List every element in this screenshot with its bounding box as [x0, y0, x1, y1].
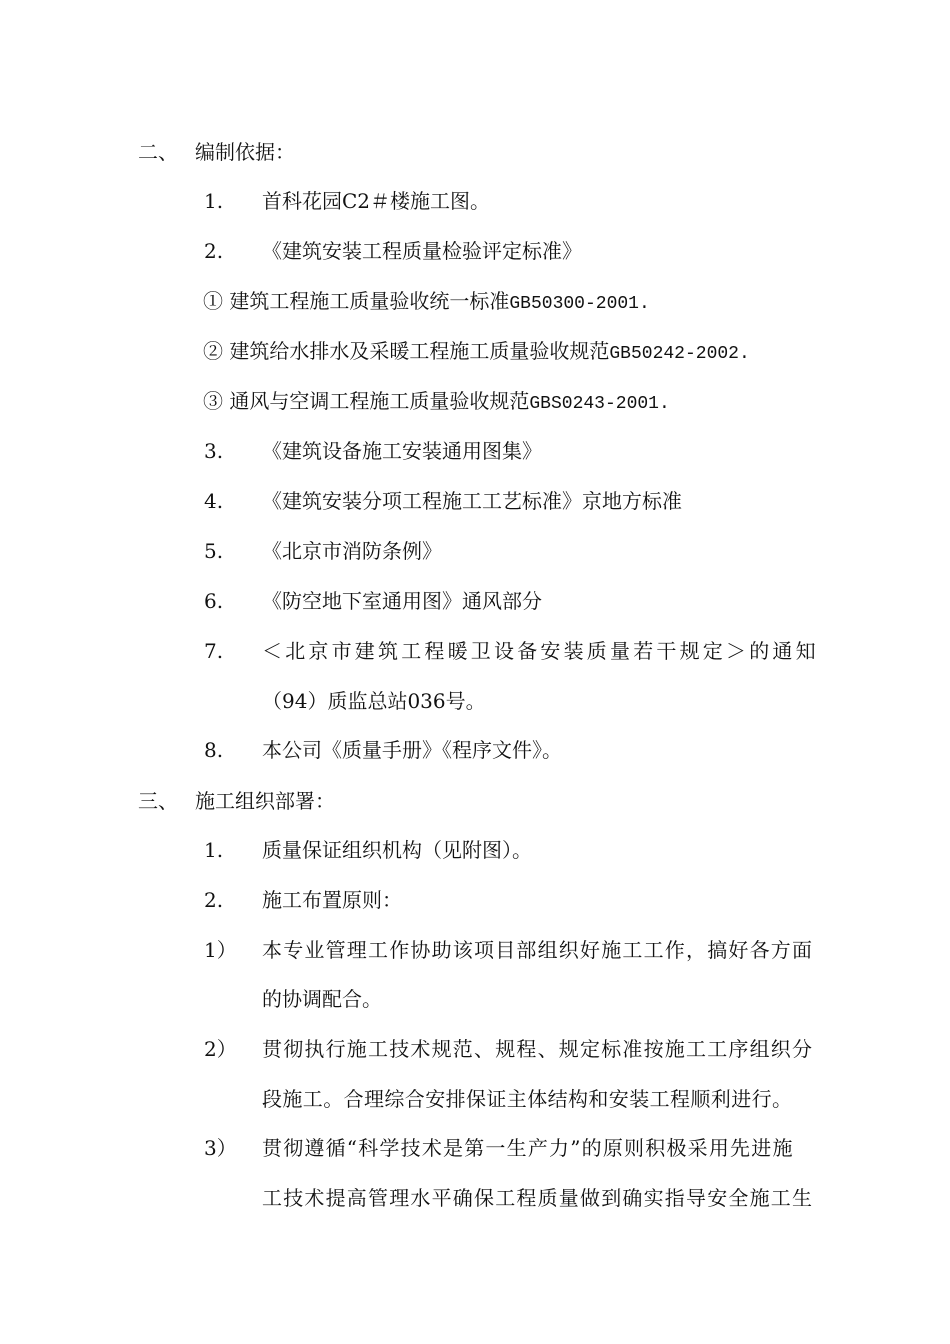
list-item-text: 《防空地下室通用图》通风部分 — [262, 589, 542, 613]
list-item-continuation: 工技术提高管理水平确保工程质量做到确实指导安全施工生 — [262, 1186, 814, 1210]
list-item-continuation: 的协调配合。 — [262, 987, 382, 1011]
list-item-number: 3） — [204, 1136, 237, 1160]
section-3-number: 三、 — [138, 789, 178, 813]
sub-item-text: ① 建筑工程施工质量验收统一标准 — [203, 289, 510, 313]
list-item-continuation: 段施工。合理综合安排保证主体结构和安装工程顺利进行。 — [262, 1087, 793, 1111]
list-item-text: 贯彻执行施工技术规范、规程、规定标准按施工工序组织分 — [262, 1037, 814, 1061]
sub-item-text: ② 建筑给水排水及采暖工程施工质量验收规范 — [203, 339, 610, 363]
list-item-text: 贯彻遵循“科学技术是第一生产力”的原则积极采用先进施 — [262, 1136, 794, 1160]
list-item-number: 5. — [204, 539, 224, 563]
list-item-number: 7. — [204, 639, 224, 663]
list-item-number: 6. — [204, 589, 224, 613]
sub-item-standard-3 — [203, 388, 670, 417]
list-item-text: ＜北京市建筑工程暖卫设备安装质量若干规定＞的通知 — [262, 639, 819, 663]
list-item-number: 1. — [204, 189, 224, 213]
sub-item-standard-2 — [203, 338, 750, 367]
standard-code: GB50242-2002. — [609, 344, 750, 364]
list-item-number: 2） — [204, 1037, 237, 1061]
list-item-text: 质量保证组织机构（见附图）。 — [262, 838, 532, 862]
list-item-number: 2. — [204, 888, 224, 912]
list-item-number: 8. — [204, 738, 224, 762]
list-item-number: 1） — [204, 938, 237, 962]
list-item-text: 首科花园C2＃楼施工图。 — [262, 189, 491, 213]
standard-code: GBS0243-2001. — [529, 394, 670, 414]
sub-item-text: ③ 通风与空调工程施工质量验收规范 — [203, 389, 530, 413]
section-2-number: 二、 — [138, 140, 178, 164]
list-item-text: 《建筑安装分项工程施工工艺标准》京地方标准 — [262, 489, 682, 513]
list-item-text: 《建筑安装工程质量检验评定标准》 — [262, 239, 582, 263]
list-item-number: 2. — [204, 239, 224, 263]
sub-item-standard-1 — [203, 288, 650, 317]
list-item-text: 施工布置原则： — [262, 888, 402, 912]
list-item-text: 《北京市消防条例》 — [262, 539, 442, 563]
list-item-continuation: （94）质监总站036号。 — [262, 689, 486, 713]
list-item-text: 本专业管理工作协助该项目部组织好施工工作，搞好各方面 — [262, 938, 814, 962]
section-2-title: 编制依据： — [195, 140, 295, 164]
list-item-number: 1. — [204, 838, 224, 862]
list-item-number: 3. — [204, 439, 224, 463]
section-3-title: 施工组织部署： — [195, 789, 335, 813]
list-item-text: 本公司《质量手册》《程序文件》。 — [262, 738, 562, 762]
list-item-text: 《建筑设备施工安装通用图集》 — [262, 439, 542, 463]
list-item-number: 4. — [204, 489, 224, 513]
standard-code: GB50300-2001. — [509, 294, 650, 314]
